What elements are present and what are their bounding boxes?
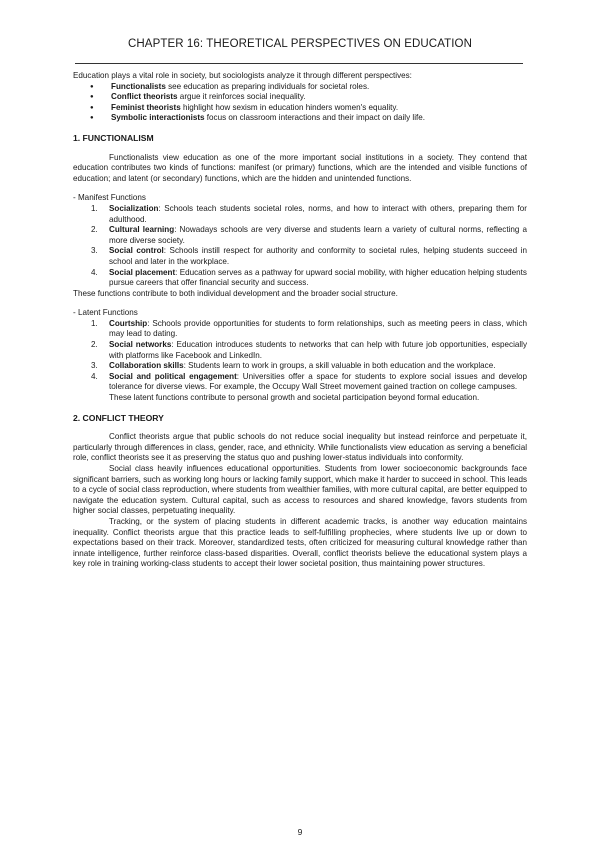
section-heading-conflict-theory: 2. CONFLICT THEORY	[73, 412, 164, 423]
item-text: : Universities offer a space for students to explore social issues and develop tolerance for diverse views. For example, the Occupy Wall Street movement gained traction on college campuses.	[109, 371, 527, 392]
chapter-header: CHAPTER 16: THEORETICAL PERSPECTIVES ON EDUCATION	[127, 38, 472, 50]
conflict-paragraph-2: Social class heavily influences educational opportunities. Students from lower socioeconomic backgrounds face significant barriers, such as working long hours or lacking family support, which make it harder to succeed in school. This leads to a cycle of social class reproduction, where students from wealthier families, with more cultural capital, are better equipped to navigate the education system. Cultural capital, such as access to resources and shared knowledge, favors students from higher social classes, perpetuating inequality.	[73, 464, 527, 516]
manifest-list	[73, 204, 527, 289]
list-item	[73, 268, 527, 289]
section-heading-functionalism: 1. FUNCTIONALISM	[73, 132, 154, 143]
list-item	[73, 319, 527, 340]
perspective-list	[73, 82, 527, 124]
manifest-label: - Manifest Functions	[73, 193, 146, 203]
bullet-text: highlight how sexism in education hinders women's equality.	[180, 102, 399, 112]
list-item	[73, 103, 527, 114]
item-text: : Schools instill respect for authority and conformity to societal rules, helping students succeed in school and later in the workplace.	[109, 246, 527, 266]
header-rule	[75, 63, 523, 64]
item-number: 3.	[91, 246, 98, 256]
item-number: 2.	[91, 340, 98, 350]
item-number: 4.	[91, 371, 98, 381]
item-text: : Education serves as a pathway for upward social mobility, with higher education helping students pursue careers that offer financial security and success.	[109, 267, 527, 288]
item-term: Social networks	[109, 340, 172, 350]
list-item	[73, 340, 527, 361]
item-text: : Schools teach students societal roles, norms, and how to interact with others, preparing them for adulthood.	[109, 203, 527, 224]
item-term: Socialization	[109, 203, 159, 213]
item-text: : Students learn to work in groups, a skill valuable in both education and the workplace.	[183, 361, 496, 371]
intro-text: Education plays a vital role in society, but sociologists analyze it through different perspectives:	[73, 71, 412, 80]
item-text: : Nowadays schools are very diverse and students learn a variety of cultural norms, reflecting a more diverse society.	[109, 225, 527, 245]
latent-label: - Latent Functions	[73, 308, 138, 318]
item-number: 1.	[91, 318, 98, 328]
functionalism-paragraph: Functionalists view education as one of the more important social institutions in a society. They contend that education contributes two kinds of functions: manifest (or primary) functions, which are the intended and visible functions of education; and latent (or secondary) functions, which are the hidden and unintended functions.	[73, 152, 527, 183]
list-item	[73, 204, 527, 225]
item-number: 3.	[91, 361, 98, 371]
item-term: Social and political engagement	[109, 371, 237, 381]
list-item	[73, 361, 527, 372]
item-number: 2.	[91, 225, 98, 235]
item-term: Collaboration skills	[109, 361, 184, 371]
latent-list	[73, 319, 527, 393]
bullet-term: Functionalists	[111, 81, 166, 91]
conflict-paragraph-1: Conflict theorists argue that public schools do not reduce social inequality but instead reinforce and perpetuate it, particularly through differences in class, gender, race, and ethnicity. While functionalists view education as serving a beneficial role, conflict theorists see it as preserving the status quo and pushing lower-status individuals into conformity.	[73, 432, 527, 463]
item-text: : Schools provide opportunities for students to form relationships, such as meeting peers in class, which may lead to dating.	[109, 318, 527, 339]
item-number: 4.	[91, 267, 98, 277]
item-term: Social placement	[109, 267, 176, 277]
bullet-text: focus on classroom interactions and their impact on daily life.	[204, 113, 425, 123]
item-text: : Education introduces students to networks that can help with future job opportunities, especially with platforms like Facebook and LinkedIn.	[109, 340, 528, 360]
list-item	[73, 92, 527, 103]
page-content	[73, 71, 527, 570]
item-number: 1.	[91, 203, 98, 213]
bullet-term: Symbolic interactionists	[111, 113, 205, 123]
item-term: Social control	[109, 246, 164, 256]
bullet-text: see education as preparing individuals for societal roles.	[165, 81, 370, 91]
item-term: Cultural learning	[109, 225, 175, 235]
bullet-term: Feminist theorists	[111, 102, 181, 112]
list-item	[73, 113, 527, 124]
list-item	[73, 372, 527, 393]
conflict-paragraph-3: Tracking, or the system of placing students in different academic tracks, is another way education maintains inequality. Conflict theorists argue that this practice leads to self-fulfilling prophecies, where students live up or down to expectations based on their track. Moreover, standardized tests, often criticized for measuring cultural knowledge rather than innate intelligence, further reinforce class-based disparities. Overall, conflict theorists believe the educational system plays a key role in training working-class students to accept their lower societal position, thus maintaining power structures.	[73, 516, 527, 569]
item-term: Courtship	[109, 318, 148, 328]
manifest-summary: These functions contribute to both individual development and the broader social structure.	[73, 288, 398, 298]
bullet-term: Conflict theorists	[111, 92, 178, 102]
page-number: 9	[297, 827, 303, 837]
latent-summary: These latent functions contribute to personal growth and societal participation beyond formal education.	[109, 393, 480, 403]
bullet-text: argue it reinforces social inequality.	[177, 92, 306, 102]
list-item	[73, 225, 527, 246]
list-item	[73, 82, 527, 93]
list-item	[73, 246, 527, 267]
